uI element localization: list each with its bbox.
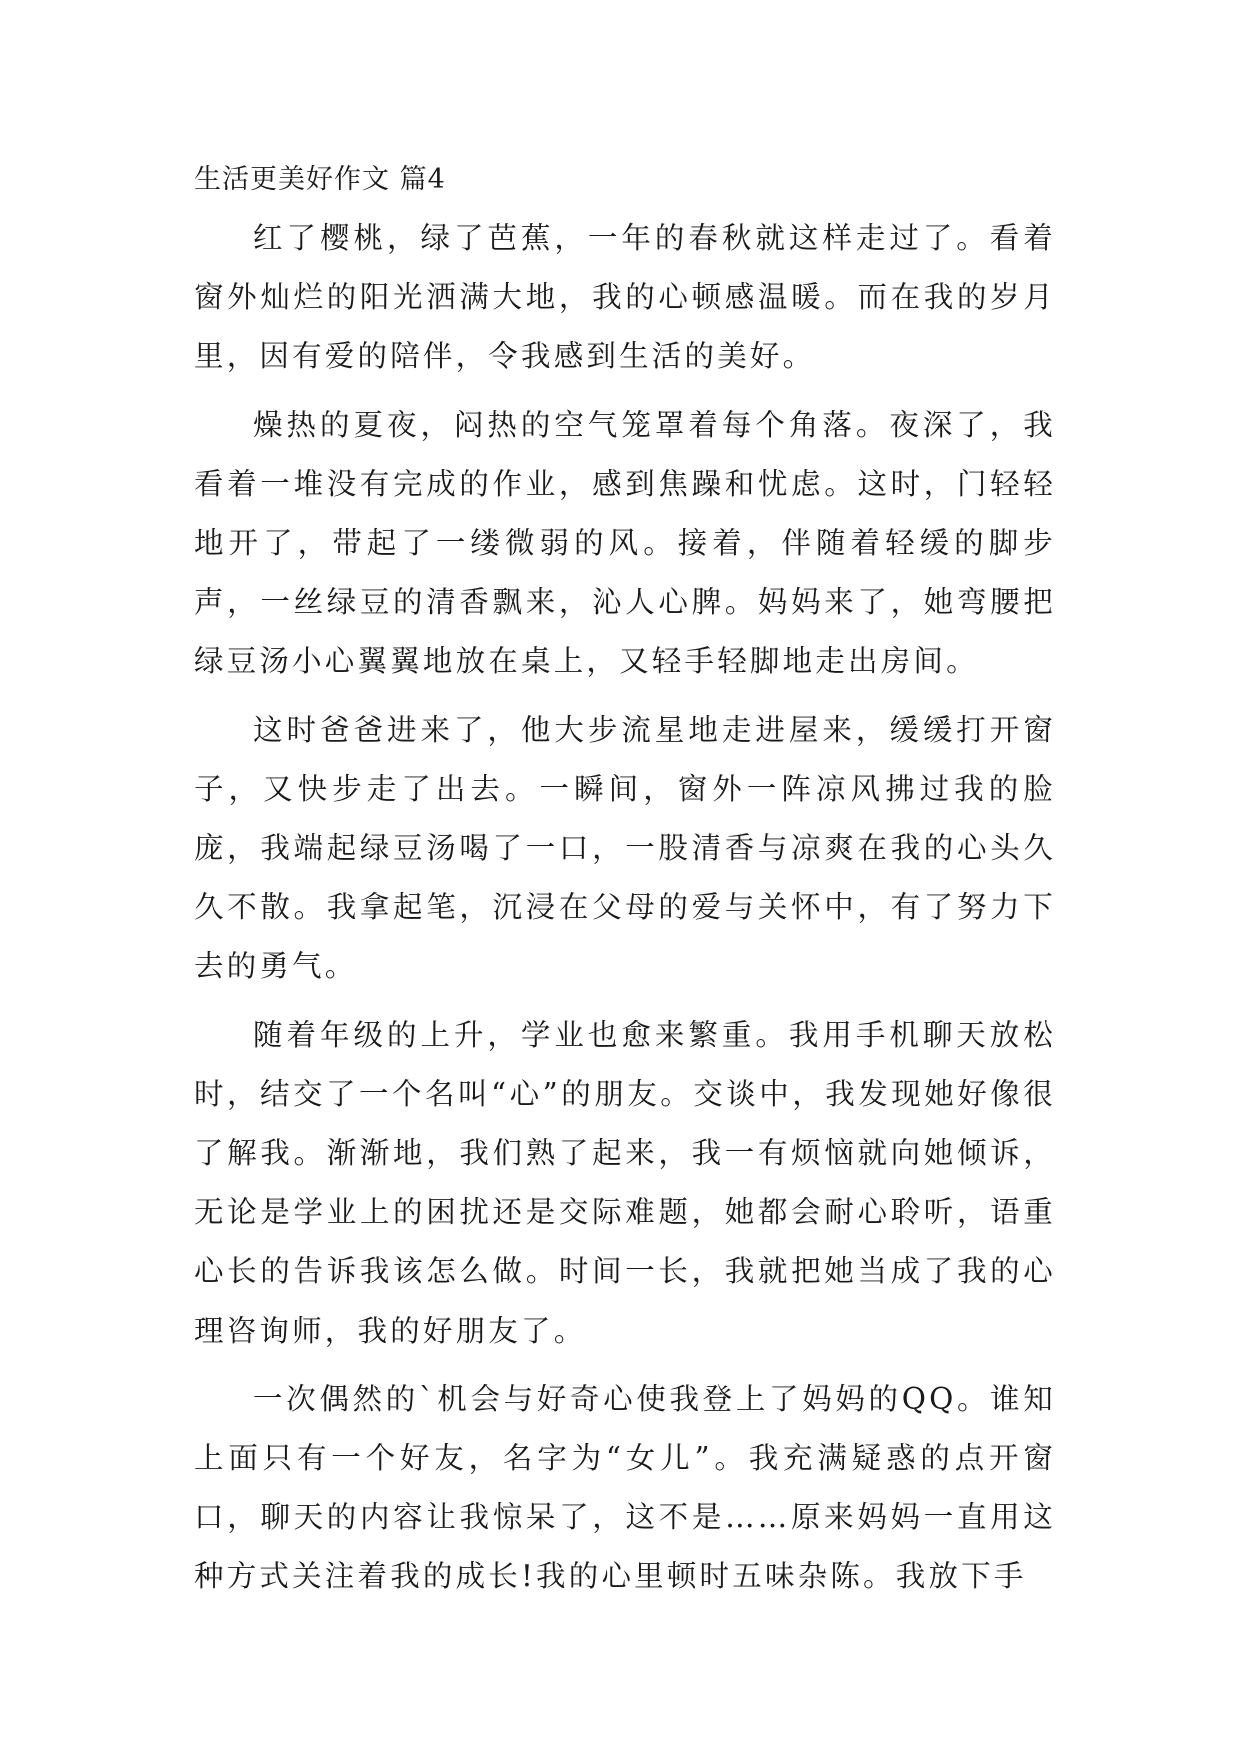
paragraph-5: 一次偶然的`机会与好奇心使我登上了妈妈的QQ。谁知上面只有一个好友，名字为“女儿”。我充满疑惑的点开窗口，聊天的内容让我惊呆了，这不是……原来妈妈一直用这种方式关注着我的成长!我的心里顿时五味杂陈。我放下手 [194, 1381, 1056, 1594]
paragraph-4: 随着年级的上升，学业也愈来繁重。我用手机聊天放松时，结交了一个名叫“心”的朋友。交谈中，我发现她好像很了解我。渐渐地，我们熟了起来，我一有烦恼就向她倾诉，无论是学业上的困扰还是交际难题，她都会耐心聆听，语重心长的告诉我该怎么做。时间一长，我就把她当成了我的心理咨询师，我的好朋友了。 [194, 1017, 1056, 1348]
document-body [194, 162, 1056, 1616]
paragraph-2: 燥热的夏夜，闷热的空气笼罩着每个角落。夜深了，我看着一堆没有完成的作业，感到焦躁和忧虑。这时，门轻轻地开了，带起了一缕微弱的风。接着，伴随着轻缓的脚步声，一丝绿豆的清香飘来，沁人心脾。妈妈来了，她弯腰把绿豆汤小心翼翼地放在桌上，又轻手轻脚地走出房间。 [194, 407, 1056, 679]
document-title: 生活更美好作文 篇4 [194, 164, 446, 195]
paragraph-1: 红了樱桃，绿了芭蕉，一年的春秋就这样走过了。看着窗外灿烂的阳光洒满大地，我的心顿感温暖。而在我的岁月里，因有爱的陪伴，令我感到生活的美好。 [194, 221, 1056, 374]
paragraph-3: 这时爸爸进来了，他大步流星地走进屋来，缓缓打开窗子，又快步走了出去。一瞬间，窗外一阵凉风拂过我的脸庞，我端起绿豆汤喝了一口，一股清香与凉爽在我的心头久久不散。我拿起笔，沉浸在父母的爱与关怀中，有了努力下去的勇气。 [194, 712, 1056, 984]
